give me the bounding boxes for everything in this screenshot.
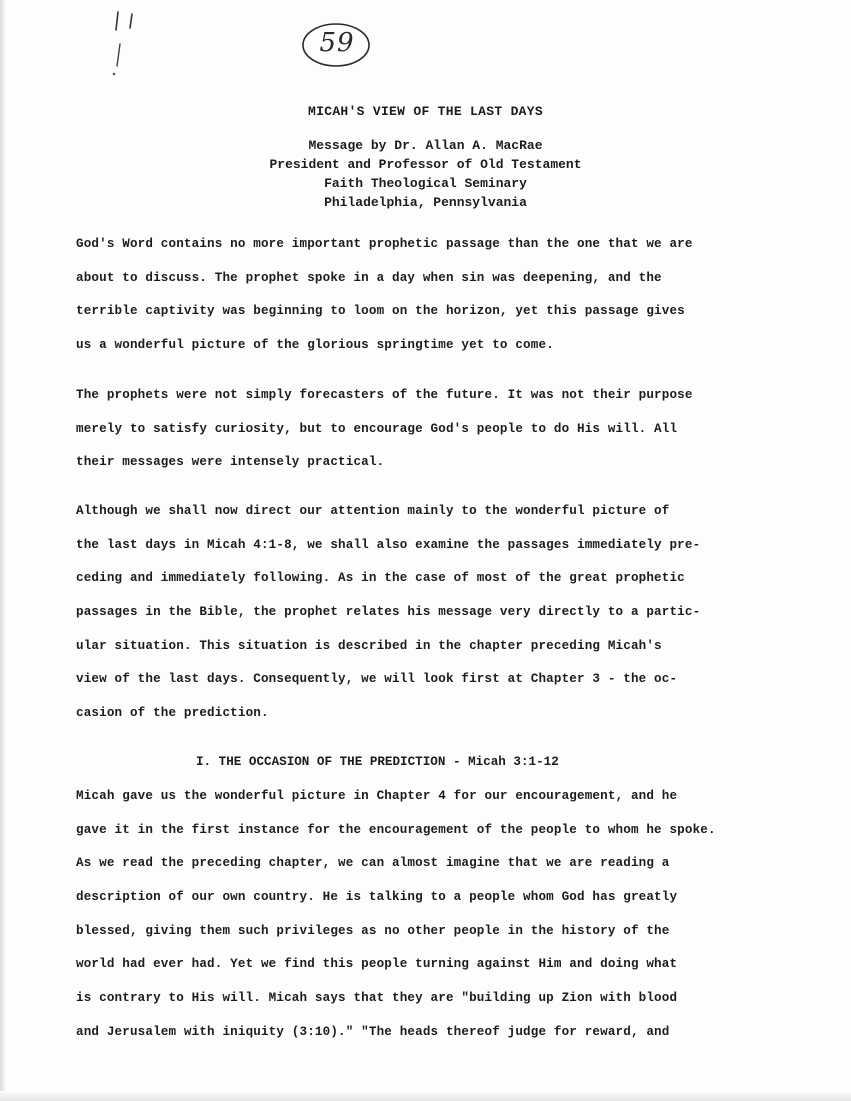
handwritten-marks [100,8,140,78]
paragraph-prophets [76,385,776,486]
byline-line: Message by Dr. Allan A. MacRae [308,138,543,153]
text-line: merely to satisfy curiosity, but to encourage God's people to do His will. All [76,421,678,436]
text-line: and Jerusalem with iniquity (3:10)." "The heads thereof judge for reward, and [76,1024,670,1039]
scan-edge-bottom [0,1091,851,1101]
text-line: view of the last days. Consequently, we will look first at Chapter 3 - the oc- [76,672,678,687]
text-line: their messages were intensely practical. [76,455,385,470]
paragraph-occasion [76,786,776,1056]
text-line: world had ever had. Yet we find this people turning against Him and doing what [76,957,678,972]
text-line: God's Word contains no more important prophetic passage than the one that we are [76,237,693,251]
text-line: ular situation. This situation is described in the chapter preceding Micah's [76,638,662,653]
text-line: the last days in Micah 4:1-8, we shall also examine the passages immediately pre- [76,537,701,552]
paragraph-attention [76,501,776,737]
text-line: about to discuss. The prophet spoke in a day when sin was deepening, and the [76,270,662,285]
text-line: terrible captivity was beginning to loom on the horizon, yet this passage gives [76,304,685,319]
paragraph-intro [76,234,776,369]
text-line: As we read the preceding chapter, we can almost imagine that we are reading a [76,856,670,871]
text-line: ceding and immediately following. As in the case of most of the great prophetic [76,571,685,586]
text-line: description of our own country. He is talking to a people whom God has greatly [76,890,678,905]
text-line: Micah gave us the wonderful picture in Chapter 4 for our encouragement, and he [76,789,678,803]
byline-line: Philadelphia, Pennsylvania [324,195,527,210]
section-heading: I. THE OCCASION OF THE PREDICTION - Micah 3:1-12 [196,755,559,769]
byline-line: Faith Theological Seminary [324,176,527,191]
byline-line: President and Professor of Old Testament [269,157,582,172]
text-line: Although we shall now direct our attention mainly to the wonderful picture of [76,504,670,518]
text-line: us a wonderful picture of the glorious springtime yet to come. [76,338,554,353]
text-line: casion of the prediction. [76,706,269,721]
document-title: MICAH'S VIEW OF THE LAST DAYS [308,104,543,119]
text-line: passages in the Bible, the prophet relates his message very directly to a partic- [76,605,701,620]
text-line: is contrary to His will. Micah says that they are "building up Zion with blood [76,991,678,1006]
text-line: gave it in the first instance for the encouragement of the people to whom he spoke. [76,822,716,837]
text-line: blessed, giving them such privileges as no other people in the history of the [76,923,670,938]
byline [0,136,851,212]
text-line: The prophets were not simply forecasters of the future. It was not their purpose [76,388,693,402]
handwritten-page-number: 59 [319,28,355,58]
